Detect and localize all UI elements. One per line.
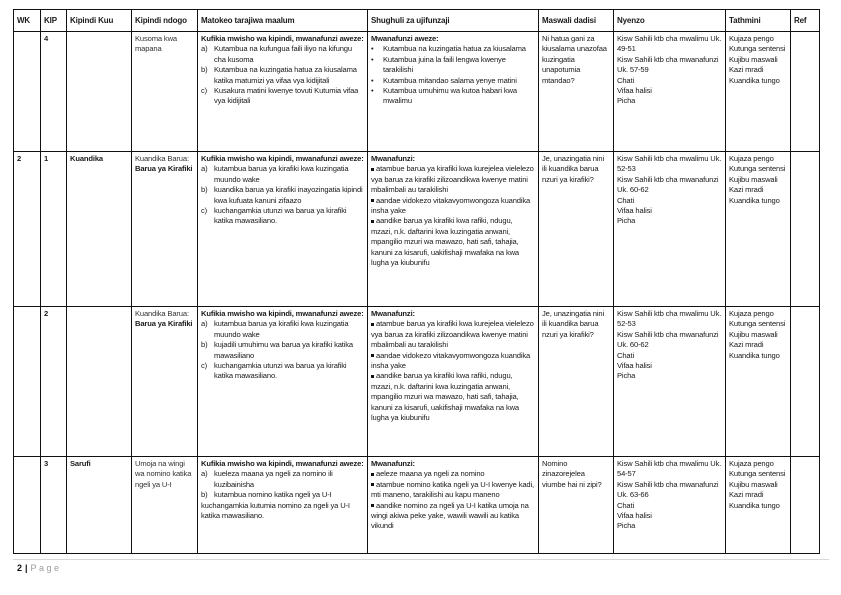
cell-matokeo bbox=[198, 152, 368, 307]
cell-kipindi-ndogo: Kuandika Barua: Barua ya Kirafiki bbox=[132, 152, 198, 307]
cell-ref bbox=[791, 307, 820, 457]
cell-matokeo bbox=[198, 457, 368, 554]
header-shughuli: Shughuli za ujifunzaji bbox=[368, 10, 539, 32]
list-item: • Kutambua juina la faili lengwa kwenye tarakilishi bbox=[371, 54, 506, 75]
header-kip: KIP bbox=[41, 10, 67, 32]
cell-wk bbox=[14, 457, 41, 554]
list-item: atambue nomino katika ngeli ya U-I kwenye kadi, mti maneno, tarakilishi au kapu maneno bbox=[371, 479, 534, 500]
list-item: c) kuchangamkia utunzi wa barua ya kirafiki katika mawasiliano. bbox=[201, 361, 347, 381]
cell-kipindi-kuu: Sarufi bbox=[67, 457, 132, 554]
header-maswali: Maswali dadisi bbox=[539, 10, 614, 32]
cell-shughuli bbox=[368, 457, 539, 554]
shughuli-intro: Mwanafunzi: bbox=[371, 459, 415, 468]
list-item: aandike barua ya kirafiki kwa rafiki, ndugu, mzazi, n.k. daftarini kwa kuzingatia anwani, mpangilio mzuri wa mawazo, hati safi, tahajia, kanuni za kisarufi, uakifishaji mwafaka na kwa lugha ya kiubunifu bbox=[371, 216, 520, 268]
cell-kipindi-kuu: Kuandika bbox=[67, 152, 132, 307]
matokeo-intro: Kufikia mwisho wa kipindi, mwanafunzi aweze: bbox=[201, 34, 364, 43]
list-item: • Kutambua na kuzingatia hatua za kiusalama bbox=[371, 44, 526, 54]
matokeo-intro: Kufikia mwisho wa kipindi, mwanafunzi aweze: bbox=[201, 459, 364, 468]
list-item: • Kutambua umuhimu wa kutoa habari kwa mwalimu bbox=[371, 86, 517, 106]
cell-maswali: Je, unazingatia nini ili kuandika barua nzuri ya kirafiki? bbox=[539, 307, 614, 457]
cell-nyenzo: Kisw Sahili ktb cha mwalimu Uk. 49-51 Kisw Sahili ktb cha mwanafunzi Uk. 57-59 Chati Vifaa halisi Picha bbox=[614, 32, 726, 152]
cell-kipindi-ndogo bbox=[132, 32, 198, 152]
header-tathmini: Tathmini bbox=[726, 10, 791, 32]
list-item: atambue barua ya kirafiki kwa kurejelea vielelezo vya barua za kirafiki zilizoandikwa kwenye matini mbalimbali au tarakilishi bbox=[371, 319, 534, 350]
cell-nyenzo: Kisw Sahili ktb cha mwalimu Uk. 52-53 Kisw Sahili ktb cha mwanafunzi Uk. 60-62 Chati Vifaa halisi Picha bbox=[614, 307, 726, 457]
list-item: b) kujadili umuhimu wa barua ya kirafiki katika mawasiliano bbox=[201, 340, 354, 360]
list-item: b) Kutambua na kuzingatia hatua za kiusalama katika matumizi ya vifaa vya kidijitali bbox=[201, 65, 357, 85]
cell-ref bbox=[791, 152, 820, 307]
list-item: aandae vidokezo vitakavyomwongoza kuandika insha yake bbox=[371, 350, 531, 371]
cell-wk bbox=[14, 307, 41, 457]
page-label: Page bbox=[30, 563, 62, 573]
cell-shughuli bbox=[368, 32, 539, 152]
list-item: • Kutambua mitandao salama yenye matini bbox=[371, 75, 517, 85]
list-item: aandike nomino za ngeli ya U-I katika umoja na wingi akiwa peke yake, wawili wawili au katika vikundi bbox=[371, 500, 529, 531]
list-item: c) Kusakura matini kwenye tovuti Kutumia vifaa vya kidijitali bbox=[201, 86, 359, 106]
list-item: aeleze maana ya ngeli za nomino bbox=[371, 469, 535, 479]
matokeo-intro: Kufikia mwisho wa kipindi, mwanafunzi aweze: bbox=[201, 154, 364, 163]
cell-kip: 1 bbox=[41, 152, 67, 307]
list-item: aandike barua ya kirafiki kwa rafiki, ndugu, mzazi, n.k. daftarini kwa kuzingatia anwani, mpangilio mzuri wa mawazo, hati safi, tahajia, kanuni za kisarufi, uakifishaji mwafaka na kwa lugha ya kiubunifu bbox=[371, 371, 520, 423]
cell-matokeo bbox=[198, 32, 368, 152]
cell-kipindi-ndogo: Umoja na wingi wa nomino katika ngeli ya U-I bbox=[132, 457, 198, 554]
footer-separator: | bbox=[25, 563, 28, 573]
cell-maswali: Nomino zinazorejelea viumbe hai ni zipi? bbox=[539, 457, 614, 554]
cell-ref bbox=[791, 457, 820, 554]
header-kipindi-ndogo: Kipindi ndogo bbox=[132, 10, 198, 32]
header-kipindi-kuu: Kipindi Kuu bbox=[67, 10, 132, 32]
kipindi-ndogo-text: Kusoma kwa mapana bbox=[135, 34, 177, 54]
header-ref: Ref bbox=[791, 10, 820, 32]
cell-maswali: Je, unazingatia nini ili kuandika barua nzuri ya kirafiki? bbox=[539, 152, 614, 307]
cell-wk: 2 bbox=[14, 152, 41, 307]
cell-kipindi-kuu bbox=[67, 307, 132, 457]
scheme-of-work-table bbox=[13, 9, 820, 554]
header-matokeo: Matokeo tarajiwa maalum bbox=[198, 10, 368, 32]
table-row bbox=[14, 307, 820, 457]
cell-kip: 2 bbox=[41, 307, 67, 457]
cell-tathmini: Kujaza pengo Kutunga sentensi Kujibu maswali Kazi mradi Kuandika tungo bbox=[726, 307, 791, 457]
list-item: kuchangamkia kutumia nomino za ngeli ya U-I katika mawasiliano. bbox=[201, 500, 350, 521]
cell-shughuli bbox=[368, 307, 539, 457]
cell-kip: 3 bbox=[41, 457, 67, 554]
header-row bbox=[14, 10, 820, 32]
cell-wk bbox=[14, 32, 41, 152]
cell-tathmini: Kujaza pengo Kutunga sentensi Kujibu maswali Kazi mradi Kuandika tungo bbox=[726, 457, 791, 554]
cell-matokeo bbox=[198, 307, 368, 457]
matokeo-intro: Kufikia mwisho wa kipindi, mwanafunzi aweze: bbox=[201, 309, 364, 318]
shughuli-intro: Mwanafunzi aweze: bbox=[371, 34, 439, 43]
cell-kipindi-ndogo: Kuandika Barua: Barua ya Kirafiki bbox=[132, 307, 198, 457]
cell-maswali: Ni hatua gani za kiusalama unazofaa kuzingatia unapotumia mtandao? bbox=[539, 32, 614, 152]
list-item: a) kutambua barua ya kirafiki kwa kuzingatia muundo wake bbox=[201, 164, 349, 184]
table-row bbox=[14, 457, 820, 554]
cell-ref bbox=[791, 32, 820, 152]
cell-kipindi-kuu bbox=[67, 32, 132, 152]
list-item: atambue barua ya kirafiki kwa kurejelea vielelezo vya barua za kirafiki zilizoandikwa kwenye matini mbalimbali au tarakilishi bbox=[371, 164, 534, 195]
cell-nyenzo: Kisw Sahili ktb cha mwalimu Uk. 52-53 Kisw Sahili ktb cha mwanafunzi Uk. 60-62 Chati Vifaa halisi Picha bbox=[614, 152, 726, 307]
list-item: b) kutambua nomino katika ngeli ya U-I bbox=[201, 490, 332, 500]
cell-nyenzo: Kisw Sahili ktb cha mwalimu Uk. 54-57 Kisw Sahili ktb cha mwanafunzi Uk. 63-66 Chati Vifaa halisi Picha bbox=[614, 457, 726, 554]
cell-tathmini: Kujaza pengo Kutunga sentensi Kujibu maswali Kazi mradi Kuandika tungo bbox=[726, 152, 791, 307]
cell-shughuli bbox=[368, 152, 539, 307]
list-item: b) kuandika barua ya kirafiki inayozingatia kipindi kwa kufuata kanuni zifaazo bbox=[201, 185, 363, 205]
cell-tathmini: Kujaza pengo Kutunga sentensi Kujibu maswali Kazi mradi Kuandika tungo bbox=[726, 32, 791, 152]
shughuli-intro: Mwanafunzi: bbox=[371, 309, 415, 318]
list-item: a) kutambua barua ya kirafiki kwa kuzingatia muundo wake bbox=[201, 319, 349, 339]
header-wk: WK bbox=[14, 10, 41, 32]
page-footer bbox=[17, 563, 62, 573]
cell-kip: 4 bbox=[41, 32, 67, 152]
table-row bbox=[14, 32, 820, 152]
list-item: c) kuchangamkia utunzi wa barua ya kirafiki katika mawasiliano. bbox=[201, 206, 347, 226]
list-item: a) kueleza maana ya ngeli za nomino ili kuzibainisha bbox=[201, 469, 333, 489]
header-nyenzo: Nyenzo bbox=[614, 10, 726, 32]
table-row bbox=[14, 152, 820, 307]
list-item: a) Kutambua na kufungua faili iliyo na kifungu cha kusoma bbox=[201, 44, 352, 64]
list-item: aandae vidokezo vitakavyomwongoza kuandika insha yake bbox=[371, 195, 531, 216]
footer-divider bbox=[13, 559, 829, 560]
page-number: 2 bbox=[17, 563, 23, 573]
shughuli-intro: Mwanafunzi: bbox=[371, 154, 415, 163]
